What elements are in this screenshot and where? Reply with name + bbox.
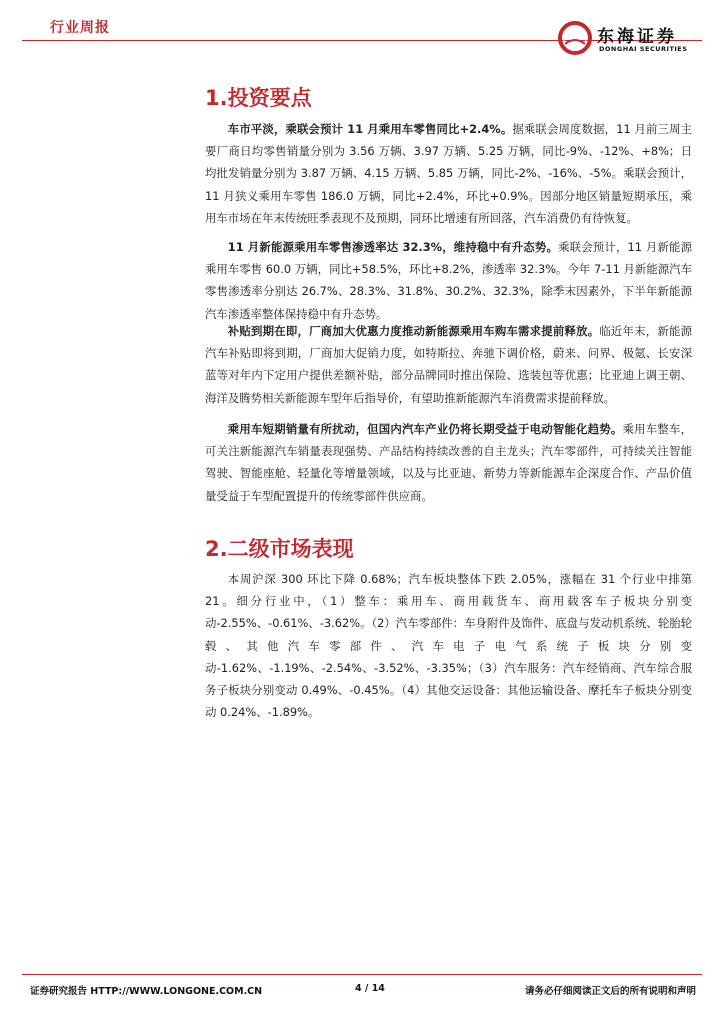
paragraph-subsidy-expiry [205,320,692,409]
footer-website: 证券研究报告 HTTP://WWW.LONGONE.COM.CN [30,986,263,997]
paragraph-body: 乘用车整车，可关注新能源汽车销量表现强势、产品结构持续改善的自主龙头；汽车零部件，可持续关注智能驾驶、智能座舱、轻量化等增量领域，以及与比亚迪、新势力等新能源车企深度合作、产品价值量受益于车型配置提升的传统零部件供应商。 [205,422,692,503]
paragraph-body: 据乘联会周度数据，11 月前三周主要厂商日均零售销量分别为 3.56 万辆、3.97 万辆、5.25 万辆，同比-9%、-12%、+8%；日均批发销量分别为 3.87 万辆、4.15 万辆、5.85 万辆，同比-2%、-16%、-5%。乘联会预计，11 月狭义乘用车零售 186.0 万辆，同比+2.4%，环比+0.9%。因部分地区销量短期承压，乘用车市场在年末传统旺季表现不及预期，同环比增速有所回落，汽车消费仍有待恢复。 [205,122,692,225]
logo-emblem-icon [555,18,595,58]
page-number: 4 / 14 [355,983,385,994]
paragraph-retail-sales [205,118,692,229]
paragraph-body: 乘联会预计，11 月新能源乘用车零售 60.0 万辆，同比+58.5%，环比+8.2%，渗透率 32.3%。今年 7-11 月新能源汽车零售渗透率分别达 26.7%、28.3%、31.8%、30.2%、32.3%，除季末因素外，下半年新能源汽车渗透率整体保持稳中有升态势。 [205,240,692,321]
paragraph-lead: 车市平淡，乘联会预计 11 月乘用车零售同比+2.4%。 [227,122,513,136]
company-logo [555,18,705,58]
paragraph-lead: 补贴到期在即，厂商加大优惠力度推动新能源乘用车购车需求提前释放。 [227,324,600,338]
paragraph-lead: 乘用车短期销量有所扰动，但国内汽车产业仍将长期受益于电动智能化趋势。 [227,422,623,436]
section-title-secondary-market: 2.二级市场表现 [205,537,354,561]
section-title-investment-points: 1.投资要点 [205,86,312,110]
footer-divider [22,974,702,975]
paragraph-body: 本周沪深 300 环比下降 0.68%；汽车板块整体下跌 2.05%，涨幅在 31 个行业中排第 21。细分行业中，（1）整车：乘用车、商用载货车、商用载客车子板块分别变动-2.55%、-0.61%、-3.62%。（2）汽车零部件：车身附件及饰件、底盘与发动机系统、轮胎轮毂、其他汽车零部件、汽车电子电气系统子板块分别变动-1.62%、-1.19%、-2.54%、-3.52%、-3.35%；（3）汽车服务：汽车经销商、汽车综合服务子板块分别变动 0.49%、-0.45%。（4）其他交运设备：其他运输设备、摩托车子板块分别变动 0.24%、-1.89%。 [205,572,692,720]
paragraph-market-performance [205,568,692,723]
header-report-type: 行业周报 [50,20,110,36]
paragraph-long-term-outlook [205,418,692,507]
logo-text-en: DONGHAI SECURITIES [599,45,688,53]
paragraph-lead: 11 月新能源乘用车零售渗透率达 32.3%，维持稳中有升态势。 [227,240,559,254]
paragraph-body: 临近年末，新能源汽车补贴即将到期，厂商加大促销力度，如特斯拉、奔驰下调价格，蔚来、问界、极氪、长安深蓝等对年内下定用户提供差额补贴，部分品牌同时推出保险、选装包等优惠；比亚迪上调王朝、海洋及腾势相关新能源车型年后指导价，有望助推新能源汽车消费需求提前释放。 [205,324,692,405]
footer-disclaimer: 请务必仔细阅读正文后的所有说明和声明 [524,986,696,997]
paragraph-nev-penetration [205,236,692,325]
logo-text-cn: 东海证券 [597,27,677,47]
